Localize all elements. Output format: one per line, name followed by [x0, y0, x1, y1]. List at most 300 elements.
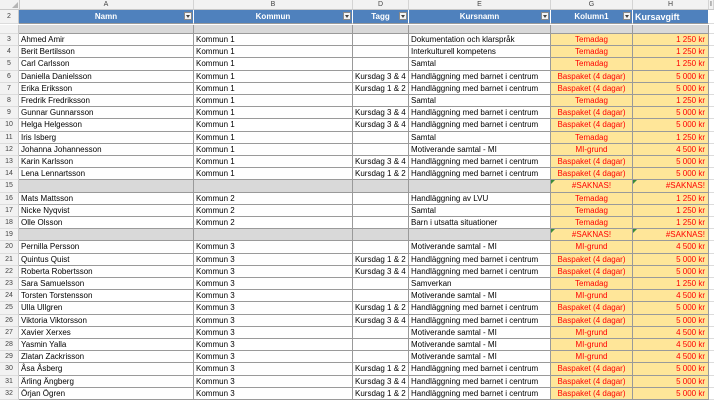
row-number[interactable]: 10	[0, 119, 19, 131]
cell-tagg[interactable]	[353, 302, 409, 314]
cell-kommun[interactable]	[194, 315, 353, 327]
cell-kursavgift[interactable]	[633, 327, 709, 339]
cell-text: Handläggning med barnet i centrum	[411, 108, 539, 118]
row-number[interactable]: 31	[0, 376, 19, 388]
cell-kursavgift[interactable]	[633, 388, 709, 400]
cell-i[interactable]	[709, 168, 714, 180]
cell-namn[interactable]	[19, 278, 194, 290]
cell-kolumn1[interactable]	[551, 132, 633, 144]
cell-text: Handläggning med barnet i centrum	[411, 157, 539, 166]
cell-kolumn1[interactable]	[551, 266, 633, 278]
cell-kommun[interactable]	[194, 388, 353, 400]
row-number[interactable]: 17	[0, 205, 19, 217]
select-all-corner[interactable]	[0, 0, 20, 9]
cell-kolumn1[interactable]	[551, 71, 633, 83]
row-number[interactable]: 24	[0, 290, 19, 302]
cell-kolumn1[interactable]	[551, 339, 633, 351]
cell-namn[interactable]	[19, 254, 194, 266]
cell-tagg[interactable]	[353, 46, 409, 58]
cell-namn[interactable]	[19, 363, 194, 375]
cell-kolumn1[interactable]	[551, 119, 633, 131]
cell-kursnamn[interactable]	[409, 168, 551, 180]
cell-i[interactable]	[709, 229, 714, 241]
cell-kommun[interactable]	[194, 254, 353, 266]
cell-kommun[interactable]	[194, 229, 353, 241]
cell-text: 5 000 kr	[676, 83, 705, 93]
cell-kursnamn[interactable]	[409, 95, 551, 107]
cell-kursnamn[interactable]	[409, 217, 551, 229]
cell-kursnamn[interactable]	[409, 388, 551, 400]
cell-kursavgift[interactable]	[633, 266, 709, 278]
cell-tagg[interactable]	[353, 132, 409, 144]
cell-kursnamn[interactable]	[409, 83, 551, 95]
cell-kursavgift[interactable]	[633, 46, 709, 58]
cell-kursavgift[interactable]	[633, 241, 709, 253]
cell-kursavgift[interactable]	[633, 254, 709, 266]
cell-kursnamn[interactable]	[409, 351, 551, 363]
cell-kolumn1[interactable]	[551, 180, 633, 192]
cell-namn[interactable]	[19, 290, 194, 302]
cell-kommun[interactable]	[194, 290, 353, 302]
cell-kolumn1[interactable]	[551, 205, 633, 217]
cell-kursavgift[interactable]	[633, 278, 709, 290]
cell-kolumn1[interactable]	[551, 217, 633, 229]
cell-kursnamn[interactable]	[409, 315, 551, 327]
cell-kursnamn[interactable]	[409, 327, 551, 339]
cell-kommun[interactable]	[194, 144, 353, 156]
cell-kommun[interactable]	[194, 193, 353, 205]
cell-i[interactable]	[709, 193, 714, 205]
cell-namn[interactable]	[19, 302, 194, 314]
cell-kursnamn[interactable]	[409, 71, 551, 83]
column-letter-e[interactable]: E	[409, 0, 551, 9]
row-number[interactable]: 3	[0, 34, 19, 46]
row-number[interactable]: 11	[0, 132, 19, 144]
cell-kolumn1[interactable]	[551, 241, 633, 253]
cell-tagg[interactable]	[353, 71, 409, 83]
cell-kommun[interactable]	[194, 168, 353, 180]
cell-namn[interactable]	[19, 107, 194, 119]
cell-i[interactable]	[709, 34, 714, 46]
row-number[interactable]: 19	[0, 229, 19, 241]
cell-kursavgift[interactable]	[633, 168, 709, 180]
cell-kursnamn[interactable]	[409, 302, 551, 314]
cell-i[interactable]	[709, 107, 714, 119]
cell-tagg[interactable]	[353, 34, 409, 46]
cell-tagg[interactable]	[353, 193, 409, 205]
cell-i[interactable]	[709, 315, 714, 327]
cell-kommun[interactable]	[194, 339, 353, 351]
cell-i[interactable]	[709, 46, 714, 58]
cell-kursavgift[interactable]	[633, 95, 709, 107]
cell-kolumn1[interactable]	[551, 290, 633, 302]
cell-tagg[interactable]	[353, 58, 409, 70]
cell-kursavgift[interactable]	[633, 193, 709, 205]
cell-kursnamn[interactable]	[409, 205, 551, 217]
cell-kommun[interactable]	[194, 351, 353, 363]
cell-namn[interactable]	[19, 156, 194, 168]
cell-kommun[interactable]	[194, 205, 353, 217]
cell-kursavgift[interactable]	[633, 315, 709, 327]
row-number[interactable]: 12	[0, 144, 19, 156]
cell-tagg[interactable]	[353, 217, 409, 229]
cell-tagg[interactable]	[353, 180, 409, 192]
cell-tagg[interactable]	[353, 119, 409, 131]
cell-namn[interactable]	[19, 193, 194, 205]
cell-kursnamn[interactable]	[409, 229, 551, 241]
cell-kolumn1[interactable]	[551, 351, 633, 363]
cell-tagg[interactable]	[353, 241, 409, 253]
cell-kursnamn[interactable]	[409, 119, 551, 131]
cell-namn[interactable]	[19, 58, 194, 70]
row-number[interactable]: 15	[0, 180, 19, 192]
cell-kommun[interactable]	[194, 241, 353, 253]
table-row	[0, 290, 714, 302]
cell-text: Kommun 3	[196, 291, 235, 301]
row-number[interactable]: 21	[0, 254, 19, 266]
cell-kursavgift[interactable]	[633, 83, 709, 95]
cell-namn[interactable]	[19, 351, 194, 363]
cell-namn[interactable]	[19, 119, 194, 131]
cell-kolumn1[interactable]	[551, 278, 633, 290]
cell-kommun[interactable]	[194, 107, 353, 119]
filter-dropdown-icon[interactable]	[343, 12, 351, 20]
cell-text: 4 500 kr	[676, 352, 705, 362]
cell-i[interactable]	[709, 25, 714, 34]
cell-kursavgift[interactable]	[633, 180, 709, 192]
header-tagg[interactable]	[353, 10, 409, 24]
row-number[interactable]: 22	[0, 266, 19, 278]
cell-kolumn1[interactable]	[551, 193, 633, 205]
cell-kommun[interactable]	[194, 376, 353, 388]
cell-kursavgift[interactable]	[633, 351, 709, 363]
cell-kursavgift[interactable]	[633, 25, 709, 34]
cell-kursnamn[interactable]	[409, 180, 551, 192]
cell-tagg[interactable]	[353, 315, 409, 327]
cell-kolumn1[interactable]	[551, 229, 633, 241]
cell-kolumn1[interactable]	[551, 376, 633, 388]
column-letter-d[interactable]: D	[353, 0, 409, 9]
cell-namn[interactable]	[19, 144, 194, 156]
cell-tagg[interactable]	[353, 83, 409, 95]
row-number[interactable]: 29	[0, 351, 19, 363]
cell-i[interactable]	[709, 290, 714, 302]
cell-kursnamn[interactable]	[409, 132, 551, 144]
cell-text: Handläggning med barnet i centrum	[411, 169, 539, 179]
cell-kolumn1[interactable]	[551, 156, 633, 168]
cell-i[interactable]	[709, 205, 714, 217]
cell-tagg[interactable]	[353, 351, 409, 363]
cell-tagg[interactable]	[353, 144, 409, 156]
cell-namn[interactable]	[19, 46, 194, 58]
row-number[interactable]: 5	[0, 58, 19, 70]
cell-tagg[interactable]	[353, 95, 409, 107]
cell-tagg[interactable]	[353, 205, 409, 217]
cell-kursnamn[interactable]	[409, 156, 551, 168]
cell-i[interactable]	[709, 95, 714, 107]
row-number[interactable]: 14	[0, 168, 19, 180]
error-indicator-icon	[633, 229, 637, 233]
cell-tagg[interactable]	[353, 339, 409, 351]
cell-kursnamn[interactable]	[409, 144, 551, 156]
cell-kommun[interactable]	[194, 95, 353, 107]
cell-tagg[interactable]	[353, 156, 409, 168]
header-namn[interactable]	[19, 10, 194, 24]
filter-dropdown-icon[interactable]	[184, 12, 192, 20]
cell-kursavgift[interactable]	[633, 144, 709, 156]
filter-dropdown-icon[interactable]	[623, 12, 631, 20]
cell-kolumn1[interactable]	[551, 46, 633, 58]
cell-namn[interactable]	[19, 229, 194, 241]
cell-kommun[interactable]	[194, 278, 353, 290]
cell-kursnamn[interactable]	[409, 266, 551, 278]
cell-text: Temadag	[575, 96, 608, 105]
cell-i[interactable]	[709, 156, 714, 168]
cell-tagg[interactable]	[353, 290, 409, 302]
cell-tagg[interactable]	[353, 376, 409, 388]
cell-text: Temadag	[575, 132, 608, 142]
cell-kommun[interactable]	[194, 119, 353, 131]
row-number[interactable]: 2	[0, 10, 19, 24]
cell-text: Kursdag 3 & 4	[355, 315, 406, 325]
cell-kursavgift[interactable]	[633, 71, 709, 83]
cell-namn[interactable]	[19, 132, 194, 144]
cell-i[interactable]	[709, 71, 714, 83]
cell-kolumn1[interactable]	[551, 95, 633, 107]
cell-kursnamn[interactable]	[409, 58, 551, 70]
cell-i[interactable]	[709, 302, 714, 314]
cell-kursavgift[interactable]	[633, 34, 709, 46]
row-number[interactable]: 7	[0, 83, 19, 95]
cell-i[interactable]	[709, 278, 714, 290]
cell-namn[interactable]	[19, 95, 194, 107]
header-kursnamn[interactable]	[409, 10, 551, 24]
cell-text: Kursdag 3 & 4	[355, 266, 406, 276]
column-letter-h[interactable]: H	[633, 0, 709, 9]
cell-namn[interactable]	[19, 83, 194, 95]
cell-i[interactable]	[709, 132, 714, 144]
cell-text: Motiverande samtal - MI	[411, 291, 497, 301]
cell-tagg[interactable]	[353, 229, 409, 241]
cell-kolumn1[interactable]	[551, 34, 633, 46]
cell-kommun[interactable]	[194, 156, 353, 168]
cell-kolumn1[interactable]	[551, 168, 633, 180]
cell-kursavgift[interactable]	[633, 290, 709, 302]
cell-kursavgift[interactable]	[633, 376, 709, 388]
cell-kommun[interactable]	[194, 132, 353, 144]
cell-i[interactable]	[709, 83, 714, 95]
row-number[interactable]: 16	[0, 193, 19, 205]
cell-kursavgift[interactable]	[633, 58, 709, 70]
cell-namn[interactable]	[19, 217, 194, 229]
cell-kolumn1[interactable]	[551, 58, 633, 70]
cell-kursnamn[interactable]	[409, 241, 551, 253]
cell-kursnamn[interactable]	[409, 107, 551, 119]
cell-kommun[interactable]	[194, 58, 353, 70]
table-row	[0, 71, 714, 83]
header-kursavgift[interactable]	[633, 10, 709, 24]
table-row	[0, 168, 714, 180]
row-number[interactable]: 30	[0, 363, 19, 375]
row-number[interactable]: 13	[0, 156, 19, 168]
cell-text: Kommun 3	[196, 352, 235, 362]
cell-kursnamn[interactable]	[409, 254, 551, 266]
cell-i[interactable]	[709, 363, 714, 375]
cell-kolumn1[interactable]	[551, 144, 633, 156]
row-number[interactable]: 23	[0, 278, 19, 290]
cell-kursnamn[interactable]	[409, 25, 551, 34]
column-letter-a[interactable]: A	[19, 0, 194, 9]
cell-kursavgift[interactable]	[633, 205, 709, 217]
cell-i[interactable]	[709, 388, 714, 400]
cell-i[interactable]	[709, 339, 714, 351]
cell-text: Ärling Ängberg	[21, 376, 74, 386]
row-number[interactable]: 28	[0, 339, 19, 351]
cell-namn[interactable]	[19, 339, 194, 351]
cell-kommun[interactable]	[194, 302, 353, 314]
row-number[interactable]: 9	[0, 107, 19, 119]
cell-kursnamn[interactable]	[409, 290, 551, 302]
cell-namn[interactable]	[19, 327, 194, 339]
cell-i[interactable]	[709, 217, 714, 229]
cell-tagg[interactable]	[353, 266, 409, 278]
row-number[interactable]: 20	[0, 241, 19, 253]
row-number[interactable]	[0, 25, 19, 34]
cell-text: Kommun 1	[196, 96, 235, 105]
cell-namn[interactable]	[19, 266, 194, 278]
cell-kursnamn[interactable]	[409, 363, 551, 375]
cell-i[interactable]	[709, 119, 714, 131]
table-row	[0, 241, 714, 253]
header-kommun[interactable]	[194, 10, 353, 24]
cell-kommun[interactable]	[194, 25, 353, 34]
cell-kursavgift[interactable]	[633, 107, 709, 119]
cell-i[interactable]	[709, 144, 714, 156]
filter-dropdown-icon[interactable]	[541, 12, 549, 20]
cell-i[interactable]	[709, 376, 714, 388]
cell-text: Motiverande samtal - MI	[411, 242, 497, 252]
cell-namn[interactable]	[19, 180, 194, 192]
cell-kursavgift[interactable]	[633, 229, 709, 241]
cell-kursavgift[interactable]	[633, 132, 709, 144]
cell-kommun[interactable]	[194, 83, 353, 95]
cell-kolumn1[interactable]	[551, 83, 633, 95]
cell-kommun[interactable]	[194, 34, 353, 46]
cell-namn[interactable]	[19, 315, 194, 327]
cell-kommun[interactable]	[194, 266, 353, 278]
cell-kursavgift[interactable]	[633, 156, 709, 168]
cell-kommun[interactable]	[194, 327, 353, 339]
cell-namn[interactable]	[19, 25, 194, 34]
cell-kolumn1[interactable]	[551, 25, 633, 34]
header-kolumn1[interactable]	[551, 10, 633, 24]
cell-text: Torsten Torstensson	[21, 291, 93, 301]
cell-kolumn1[interactable]	[551, 388, 633, 400]
cell-kursavgift[interactable]	[633, 217, 709, 229]
cell-kursnamn[interactable]	[409, 339, 551, 351]
row-number[interactable]: 18	[0, 217, 19, 229]
cell-text: Berit Bertilsson	[21, 47, 75, 57]
table-row	[0, 156, 714, 168]
cell-text: 4 500 kr	[676, 144, 705, 154]
cell-namn[interactable]	[19, 205, 194, 217]
column-letter-b[interactable]: B	[194, 0, 353, 9]
cell-i[interactable]	[709, 254, 714, 266]
cell-tagg[interactable]	[353, 25, 409, 34]
cell-kolumn1[interactable]	[551, 315, 633, 327]
cell-tagg[interactable]	[353, 363, 409, 375]
cell-tagg[interactable]	[353, 107, 409, 119]
row-number[interactable]: 8	[0, 95, 19, 107]
cell-kursnamn[interactable]	[409, 278, 551, 290]
cell-i[interactable]	[709, 266, 714, 278]
cell-namn[interactable]	[19, 168, 194, 180]
cell-namn[interactable]	[19, 388, 194, 400]
cell-kursnamn[interactable]	[409, 376, 551, 388]
cell-text: Baspaket (4 dagar)	[557, 108, 626, 118]
cell-kursavgift[interactable]	[633, 363, 709, 375]
table-row	[0, 376, 714, 388]
cell-text: Helga Helgesson	[21, 120, 82, 130]
cell-tagg[interactable]	[353, 254, 409, 266]
row-number[interactable]: 32	[0, 388, 19, 400]
cell-kolumn1[interactable]	[551, 363, 633, 375]
cell-tagg[interactable]	[353, 168, 409, 180]
cell-kolumn1[interactable]	[551, 327, 633, 339]
cell-kursnamn[interactable]	[409, 193, 551, 205]
cell-i[interactable]	[709, 58, 714, 70]
cell-kursavgift[interactable]	[633, 302, 709, 314]
cell-i[interactable]	[709, 180, 714, 192]
cell-kursavgift[interactable]	[633, 339, 709, 351]
cell-kursnamn[interactable]	[409, 34, 551, 46]
cell-kolumn1[interactable]	[551, 302, 633, 314]
cell-kursnamn[interactable]	[409, 46, 551, 58]
column-letter-i[interactable]: I	[709, 0, 714, 9]
cell-kursavgift[interactable]	[633, 119, 709, 131]
cell-text: 5 000 kr	[676, 315, 705, 325]
cell-kommun[interactable]	[194, 180, 353, 192]
cell-namn[interactable]	[19, 241, 194, 253]
cell-tagg[interactable]	[353, 388, 409, 400]
cell-kommun[interactable]	[194, 71, 353, 83]
cell-text: #SAKNAS!	[571, 230, 612, 240]
cell-kommun[interactable]	[194, 363, 353, 375]
cell-kolumn1[interactable]	[551, 107, 633, 119]
cell-text: Motiverande samtal - MI	[411, 327, 497, 337]
cell-tagg[interactable]	[353, 327, 409, 339]
row-number[interactable]: 4	[0, 46, 19, 58]
cell-namn[interactable]	[19, 376, 194, 388]
filter-dropdown-icon[interactable]	[399, 12, 407, 20]
row-number[interactable]: 6	[0, 71, 19, 83]
row-number[interactable]: 27	[0, 327, 19, 339]
row-number[interactable]: 26	[0, 315, 19, 327]
cell-namn[interactable]	[19, 34, 194, 46]
cell-kommun[interactable]	[194, 46, 353, 58]
cell-i[interactable]	[709, 10, 714, 24]
cell-kolumn1[interactable]	[551, 254, 633, 266]
column-letter-g[interactable]: G	[551, 0, 633, 9]
cell-kommun[interactable]	[194, 217, 353, 229]
cell-text: #SAKNAS!	[665, 181, 705, 191]
cell-i[interactable]	[709, 351, 714, 363]
cell-namn[interactable]	[19, 71, 194, 83]
cell-i[interactable]	[709, 327, 714, 339]
cell-i[interactable]	[709, 241, 714, 253]
row-number[interactable]: 25	[0, 302, 19, 314]
cell-tagg[interactable]	[353, 278, 409, 290]
